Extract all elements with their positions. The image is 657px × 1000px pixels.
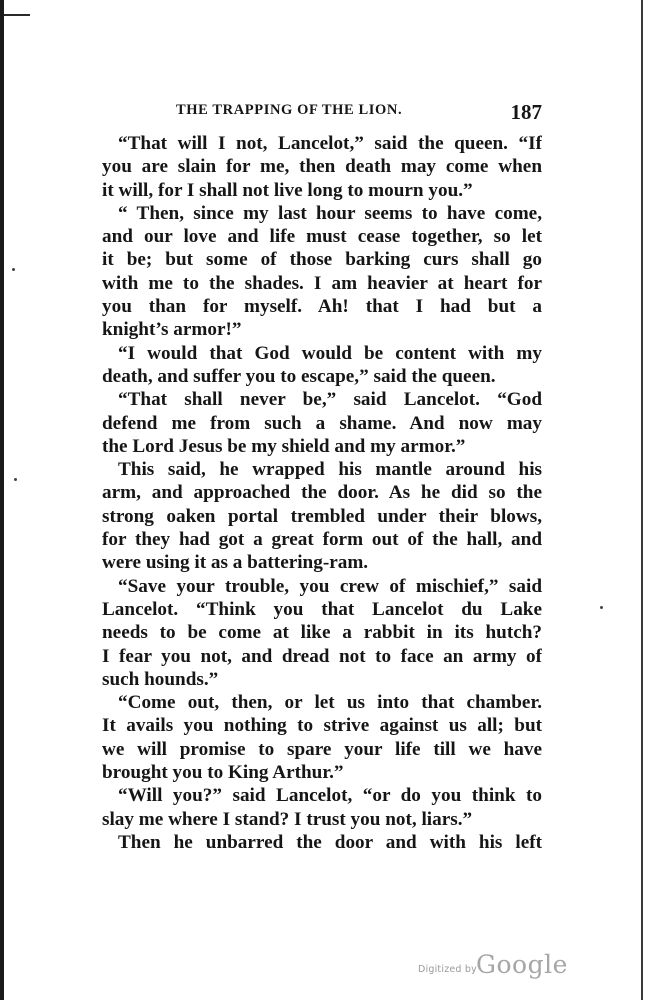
text-line: it will, for I shall not live long to mourn you.”	[102, 179, 473, 201]
page-number: 187	[510, 100, 542, 124]
text-line: brought you to King Arthur.”	[102, 762, 344, 784]
scan-speck	[12, 268, 15, 271]
text-line: “I would that God would be content with my	[118, 342, 542, 364]
text-line: the Lord Jesus be my shield and my armor.”	[102, 435, 466, 457]
google-logo: Google	[476, 950, 568, 979]
text-line: with me to the shades. I am heavier at heart for	[102, 272, 542, 294]
text-line: arm, and approached the door. As he did so the	[102, 482, 542, 504]
text-line: needs to be come at like a rabbit in its hutch?	[102, 622, 542, 644]
text-line: This said, he wrapped his mantle around his	[118, 459, 542, 481]
digitized-watermark	[418, 950, 568, 980]
scan-right-edge	[641, 0, 643, 1000]
running-head: THE TRAPPING OF THE LION.	[176, 102, 403, 118]
text-line: knight’s armor!”	[102, 319, 242, 341]
text-line: Lancelot. “Think you that Lancelot du Lake	[102, 598, 542, 620]
text-line: and our love and life must cease together, so let	[102, 226, 542, 248]
text-line: strong oaken portal trembled under their blows,	[102, 505, 542, 527]
page-header	[176, 100, 542, 126]
text-line: you than for myself. Ah! that I had but a	[102, 296, 542, 318]
text-line: “Will you?” said Lancelot, “or do you think to	[118, 785, 542, 807]
text-line: death, and suffer you to escape,” said the queen.	[102, 365, 496, 387]
text-line: slay me where I stand? I trust you not, liars.”	[102, 808, 473, 830]
text-line: “ Then, since my last hour seems to have come,	[118, 202, 542, 224]
text-line: It avails you nothing to strive against us all; but	[102, 715, 542, 737]
text-line: defend me from such a shame. And now may	[102, 412, 542, 434]
text-line: “Come out, then, or let us into that chamber.	[118, 692, 542, 714]
body-text	[102, 132, 542, 854]
text-line: it be; but some of those barking curs shall go	[102, 249, 542, 271]
text-line: “Save your trouble, you crew of mischief,” said	[118, 575, 542, 597]
scan-top-rule	[4, 14, 30, 16]
text-line: I fear you not, and dread not to face an army of	[102, 645, 542, 667]
text-line: for they had got a great form out of the hall, and	[102, 529, 542, 551]
text-line: “That will I not, Lancelot,” said the queen. “If	[118, 133, 542, 154]
text-line: such hounds.”	[102, 668, 219, 690]
text-line: you are slain for me, then death may come when	[102, 156, 542, 178]
text-line: Then he unbarred the door and with his left	[118, 831, 542, 853]
scan-left-edge	[0, 0, 4, 1000]
scan-speck	[14, 478, 17, 481]
text-line: we will promise to spare your life till we have	[102, 738, 542, 760]
text-line: were using it as a battering-ram.	[102, 552, 369, 574]
scan-speck	[600, 606, 603, 609]
text-line: “That shall never be,” said Lancelot. “God	[118, 389, 542, 411]
watermark-prefix: Digitized by	[418, 964, 477, 975]
